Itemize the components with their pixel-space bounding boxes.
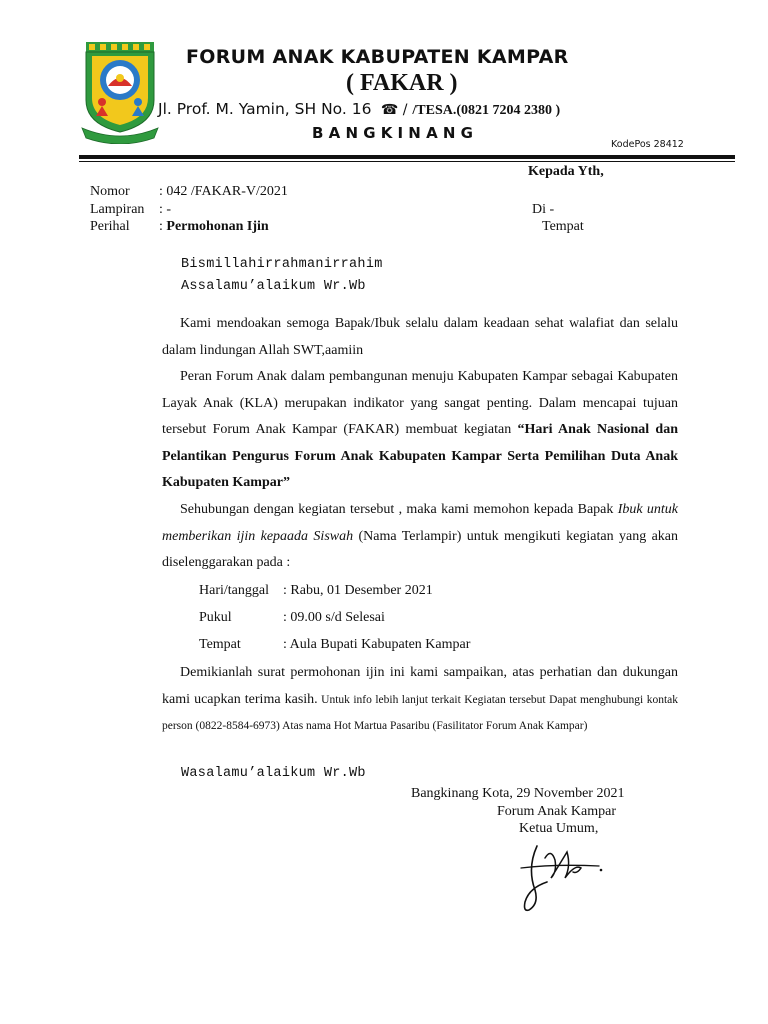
organization-abbreviation: ( FAKAR ) — [346, 70, 458, 96]
recipient-di-label: Di - — [532, 202, 555, 217]
event-place-value: : Aula Bupati Kabupaten Kampar — [283, 637, 471, 652]
closing-salam: Wasalamu’alaikum Wr.Wb — [181, 766, 366, 781]
header-rule-thin — [79, 161, 735, 162]
recipient-to-label: Kepada Yth, — [528, 164, 604, 179]
paragraph-3-rest: (Nama Terlampir) untuk mengikuti kegiatan yang akan diselenggarakan pada : — [162, 528, 679, 571]
recipient-place: Tempat — [542, 219, 584, 234]
greeting-salam: Assalamu’alaikum Wr.Wb — [181, 279, 366, 294]
paragraph-3-italic: Ibuk untuk memberikan ijin kepaada Siswah — [162, 502, 678, 544]
nomor-label: Nomor — [90, 184, 130, 199]
signature — [515, 838, 607, 914]
lampiran-value: : - — [159, 202, 172, 217]
header-rule-thick — [79, 155, 735, 159]
address-line — [158, 100, 560, 119]
paragraph-3-text: Sehubungan dengan kegiatan tersebut , maka kami memohon kepada Bapak — [180, 502, 618, 517]
contact-info: Untuk info lebih lanjut terkait Kegiatan tersebut Dapat menghubungi kontak person (0822-8584-6973) Atas nama Hot Martua Pasaribu (Fasilitator Forum Anak Kampar) — [162, 693, 678, 733]
city-name: BANGKINANG — [312, 124, 479, 142]
closing-organization: Forum Anak Kampar — [497, 804, 616, 819]
event-place-label: Tempat — [199, 637, 241, 652]
postcode: KodePos 28412 — [611, 139, 684, 150]
event-day-row — [199, 583, 433, 599]
event-place-row — [199, 637, 470, 653]
phone-label: /TESA.( — [412, 103, 462, 118]
event-time-row — [199, 610, 385, 626]
closing-place-date: Bangkinang Kota, 29 November 2021 — [411, 786, 625, 801]
organization-name: FORUM ANAK KABUPATEN KAMPAR — [186, 46, 569, 68]
perihal-value: Permohonan Ijin — [166, 219, 269, 234]
phone-icon: ☎ / — [376, 102, 408, 118]
event-name: “Hari Anak Nasional dan Pelantikan Pengurus Forum Anak Kabupaten Kampar Serta Pemilihan Duta Anak Kabupaten Kampar” — [162, 422, 678, 491]
paragraph-4 — [162, 660, 678, 740]
address-text: Jl. Prof. M. Yamin, SH No. 16 — [158, 100, 372, 118]
greeting-bismillah: Bismillahirrahmanirrahim — [181, 257, 383, 272]
kampar-logo-emblem — [80, 40, 160, 144]
event-time-label: Pukul — [199, 610, 232, 625]
paragraph-4-text: Demikianlah surat permohonan ijin ini kami sampaikan, atas perhatian dan dukungan kami ucapkan terima kasih. — [162, 665, 678, 707]
event-time-value: : 09.00 s/d Selesai — [283, 610, 385, 625]
closing-title: Ketua Umum, — [519, 821, 599, 836]
paragraph-2 — [162, 364, 678, 497]
lampiran-label: Lampiran — [90, 202, 145, 217]
event-day-value: : Rabu, 01 Desember 2021 — [283, 583, 433, 598]
paragraph-1-text: Kami mendoakan semoga Bapak/Ibuk selalu dalam keadaan sehat walafiat dan selalu dalam lindungan Allah SWT,aamiin — [162, 316, 678, 358]
paragraph-3 — [162, 497, 678, 577]
paragraph-2-text: Peran Forum Anak dalam pembangunan menuju Kabupaten Kampar sebagai Kabupaten Layak Anak (KLA) merupakan indikator yang sangat penting. Dalam mencapai tujuan tersebut Forum Anak Kampar (FAKAR) membuat kegiatan — [162, 369, 678, 438]
nomor-value: : 042 /FAKAR-V/2021 — [159, 184, 288, 199]
perihal-row — [159, 219, 269, 235]
perihal-colon: : — [159, 219, 167, 234]
event-day-label: Hari/tanggal — [199, 583, 269, 598]
phone-number: 0821 7204 2380 ) — [461, 103, 561, 118]
perihal-label: Perihal — [90, 219, 130, 234]
paragraph-1 — [162, 311, 678, 364]
